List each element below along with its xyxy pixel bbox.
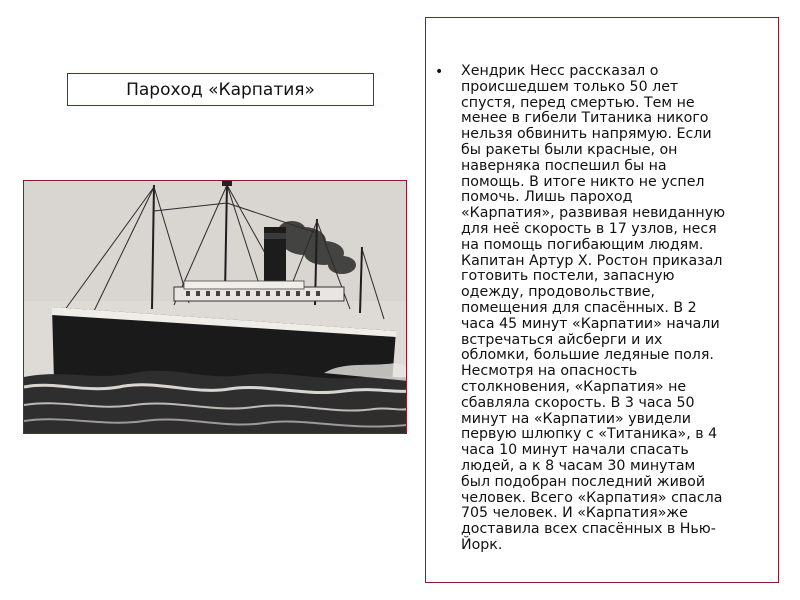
text-panel <box>425 17 779 583</box>
slide-title: Пароход «Карпатия» <box>126 79 315 100</box>
steamship-illustration <box>24 181 407 434</box>
carpathia-photo <box>23 180 407 434</box>
slide-title-box <box>67 73 374 106</box>
story-paragraph: Хендрик Несс рассказал о происшедшем только 50 лет спустя, перед смертью. Тем не менее в гибели Титаника никого нельзя обвинить напрямую. Если бы ракеты были красные, он наверняка поспешил бы на помощь. В итоге никто не успел помочь. Лишь пароход «Карпатия», развивая невиданную для неё скорость в 17 узлов, неся на помощь погибающим людям. Капитан Артур Х. Ростон приказал готовить постели, запасную одежду, продовольствие, помещения для спасённых. В 2 часа 45 минут «Карпатии» начали встречаться айсберги и их обломки, большие ледяные поля. Несмотря на опасность столкновения, «Карпатия» не сбавляла скорость. В 3 часа 50 минут на «Карпатии» увидели первую шлюпку с «Титаника», в 4 часа 10 минут начали спасать людей, а к 8 часам 30 минутам был подобран последний живой человек. Всего «Карпатия» спасла 705 человек. И «Карпатия»же доставила всех спасённых в Нью- Йорк. <box>461 63 726 553</box>
bullet-marker: • <box>435 64 444 80</box>
